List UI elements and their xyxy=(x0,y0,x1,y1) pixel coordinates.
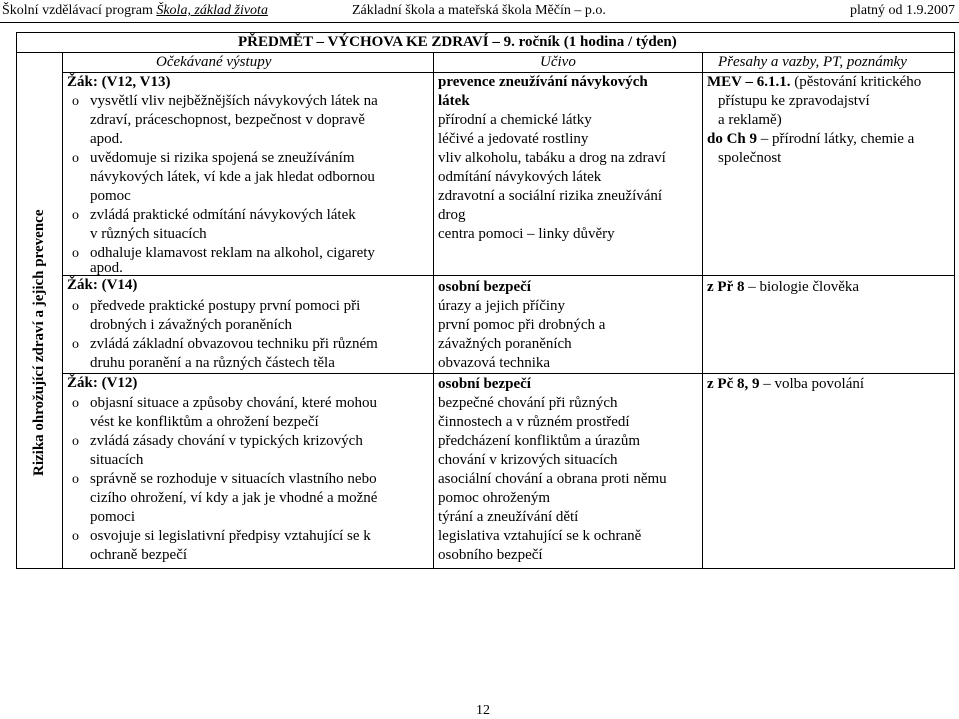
bullet-icon: o xyxy=(72,246,79,261)
bullet-icon: o xyxy=(72,472,79,487)
output-line: zdraví, práceschopnost, bezpečnost v dopravě xyxy=(90,112,365,128)
subject-title: PŘEDMĚT – VÝCHOVA KE ZDRAVÍ – 9. ročník (1 hodina / týden) xyxy=(238,34,677,50)
column-header-curriculum: Učivo xyxy=(540,54,576,70)
curriculum-item: legislativa vztahující se k ochraně xyxy=(438,528,642,544)
overlap-line: z Př 8 – biologie člověka xyxy=(707,279,860,295)
curriculum-item: osobního bezpečí xyxy=(438,547,543,563)
output-line: vysvětlí vliv nejběžnějších návykových látek na xyxy=(90,93,378,109)
section-1-heading: Žák: (V12, V13) xyxy=(67,74,171,90)
output-line: situacích xyxy=(90,452,144,468)
bullet-icon: o xyxy=(72,94,79,109)
output-line: pomoci xyxy=(90,509,135,525)
curriculum-item: léčivé a jedovaté rostliny xyxy=(438,131,589,147)
overlap-line: do Ch 9 – přírodní látky, chemie a xyxy=(707,131,915,147)
overlap-line: a reklamě) xyxy=(718,112,782,128)
curriculum-item: první pomoc při drobných a xyxy=(438,317,606,333)
overlap-line: společnost xyxy=(718,150,782,166)
page-header xyxy=(0,0,959,22)
divider-section-2 xyxy=(62,373,955,374)
section-3-heading: Žák: (V12) xyxy=(67,375,138,391)
bullet-icon: o xyxy=(72,299,79,314)
output-line: návykových látek, ví kde a jak hledat odbornou xyxy=(90,169,375,185)
column-header-overlaps: Přesahy a vazby, PT, poznámky xyxy=(718,54,907,70)
curriculum-item: činnostech a v různém prostředí xyxy=(438,414,630,430)
bullet-icon: o xyxy=(72,151,79,166)
output-line: odhaluje klamavost reklam na alkohol, cigarety xyxy=(90,245,375,261)
output-line: druhu poranění a na různých částech těla xyxy=(90,355,335,371)
bullet-icon: o xyxy=(72,208,79,223)
output-line: správně se rozhoduje v situacích vlastního nebo xyxy=(90,471,377,487)
curriculum-item: bezpečné chování při různých xyxy=(438,395,618,411)
curriculum-item: přírodní a chemické látky xyxy=(438,112,592,128)
bullet-icon: o xyxy=(72,396,79,411)
output-line: objasní situace a způsoby chování, které mohou xyxy=(90,395,378,411)
bullet-icon: o xyxy=(72,434,79,449)
output-line: zvládá praktické odmítání návykových látek xyxy=(90,207,356,223)
output-line: apod. xyxy=(90,131,123,147)
page-number: 12 xyxy=(476,703,490,718)
school-program-title: Školní vzdělávací program Škola, základ života xyxy=(2,3,268,18)
header-divider xyxy=(0,22,959,23)
curriculum-heading: látek xyxy=(438,93,470,109)
topic-label: Rizika ohrožující zdraví a jejich prevence xyxy=(31,209,47,476)
output-line: zvládá zásady chování v typických krizových xyxy=(90,433,363,449)
overlap-line: přístupu ke zpravodajství xyxy=(718,93,870,109)
output-line: pomoc xyxy=(90,188,131,204)
col-divider-curriculum xyxy=(702,52,703,569)
output-line: zvládá základní obvazovou techniku při různém xyxy=(90,336,378,352)
output-line: apod. xyxy=(90,260,123,276)
output-line: drobných i závažných poraněních xyxy=(90,317,292,333)
curriculum-item: obvazová technika xyxy=(438,355,551,371)
output-line: cizího ohrožení, ví kdy a jak je vhodné a možné xyxy=(90,490,378,506)
divider-section-1 xyxy=(62,275,955,276)
curriculum-item: asociální chování a obrana proti němu xyxy=(438,471,667,487)
output-line: osvojuje si legislativní předpisy vztahující se k xyxy=(90,528,371,544)
curriculum-item: odmítání návykových látek xyxy=(438,169,602,185)
curriculum-item: týrání a zneužívání dětí xyxy=(438,509,579,525)
output-line: uvědomuje si rizika spojená se zneužíváním xyxy=(90,150,355,166)
curriculum-heading: prevence zneužívání návykových xyxy=(438,74,648,90)
overlap-line: z Pč 8, 9 – volba povolání xyxy=(707,376,865,392)
output-line: předvede praktické postupy první pomoci při xyxy=(90,298,361,314)
curriculum-item: chování v krizových situacích xyxy=(438,452,618,468)
curriculum-heading: osobní bezpečí xyxy=(438,376,531,392)
curriculum-item: předcházení konfliktům a úrazům xyxy=(438,433,641,449)
bullet-icon: o xyxy=(72,337,79,352)
output-line: vést ke konfliktům a ohrožení bezpečí xyxy=(90,414,319,430)
valid-from: platný od 1.9.2007 xyxy=(850,3,955,18)
school-name: Základní škola a mateřská škola Měčín – p.o. xyxy=(352,3,606,18)
column-header-outputs: Očekávané výstupy xyxy=(156,54,272,70)
curriculum-item: závažných poraněních xyxy=(438,336,572,352)
output-line: ochraně bezpečí xyxy=(90,547,188,563)
section-2-heading: Žák: (V14) xyxy=(67,277,138,293)
curriculum-item: centra pomoci – linky důvěry xyxy=(438,226,615,242)
bullet-icon: o xyxy=(72,529,79,544)
curriculum-item: zdravotní a sociální rizika zneužívání xyxy=(438,188,663,204)
overlap-line: MEV – 6.1.1. (pěstování kritického xyxy=(707,74,922,90)
output-line: v různých situacích xyxy=(90,226,207,242)
curriculum-item: pomoc ohroženým xyxy=(438,490,551,506)
curriculum-item: vliv alkoholu, tabáku a drog na zdraví xyxy=(438,150,666,166)
curriculum-item: drog xyxy=(438,207,466,223)
col-divider-outputs xyxy=(433,52,434,569)
col-divider-topic xyxy=(62,52,63,569)
curriculum-heading: osobní bezpečí xyxy=(438,279,531,295)
curriculum-item: úrazy a jejich příčiny xyxy=(438,298,566,314)
